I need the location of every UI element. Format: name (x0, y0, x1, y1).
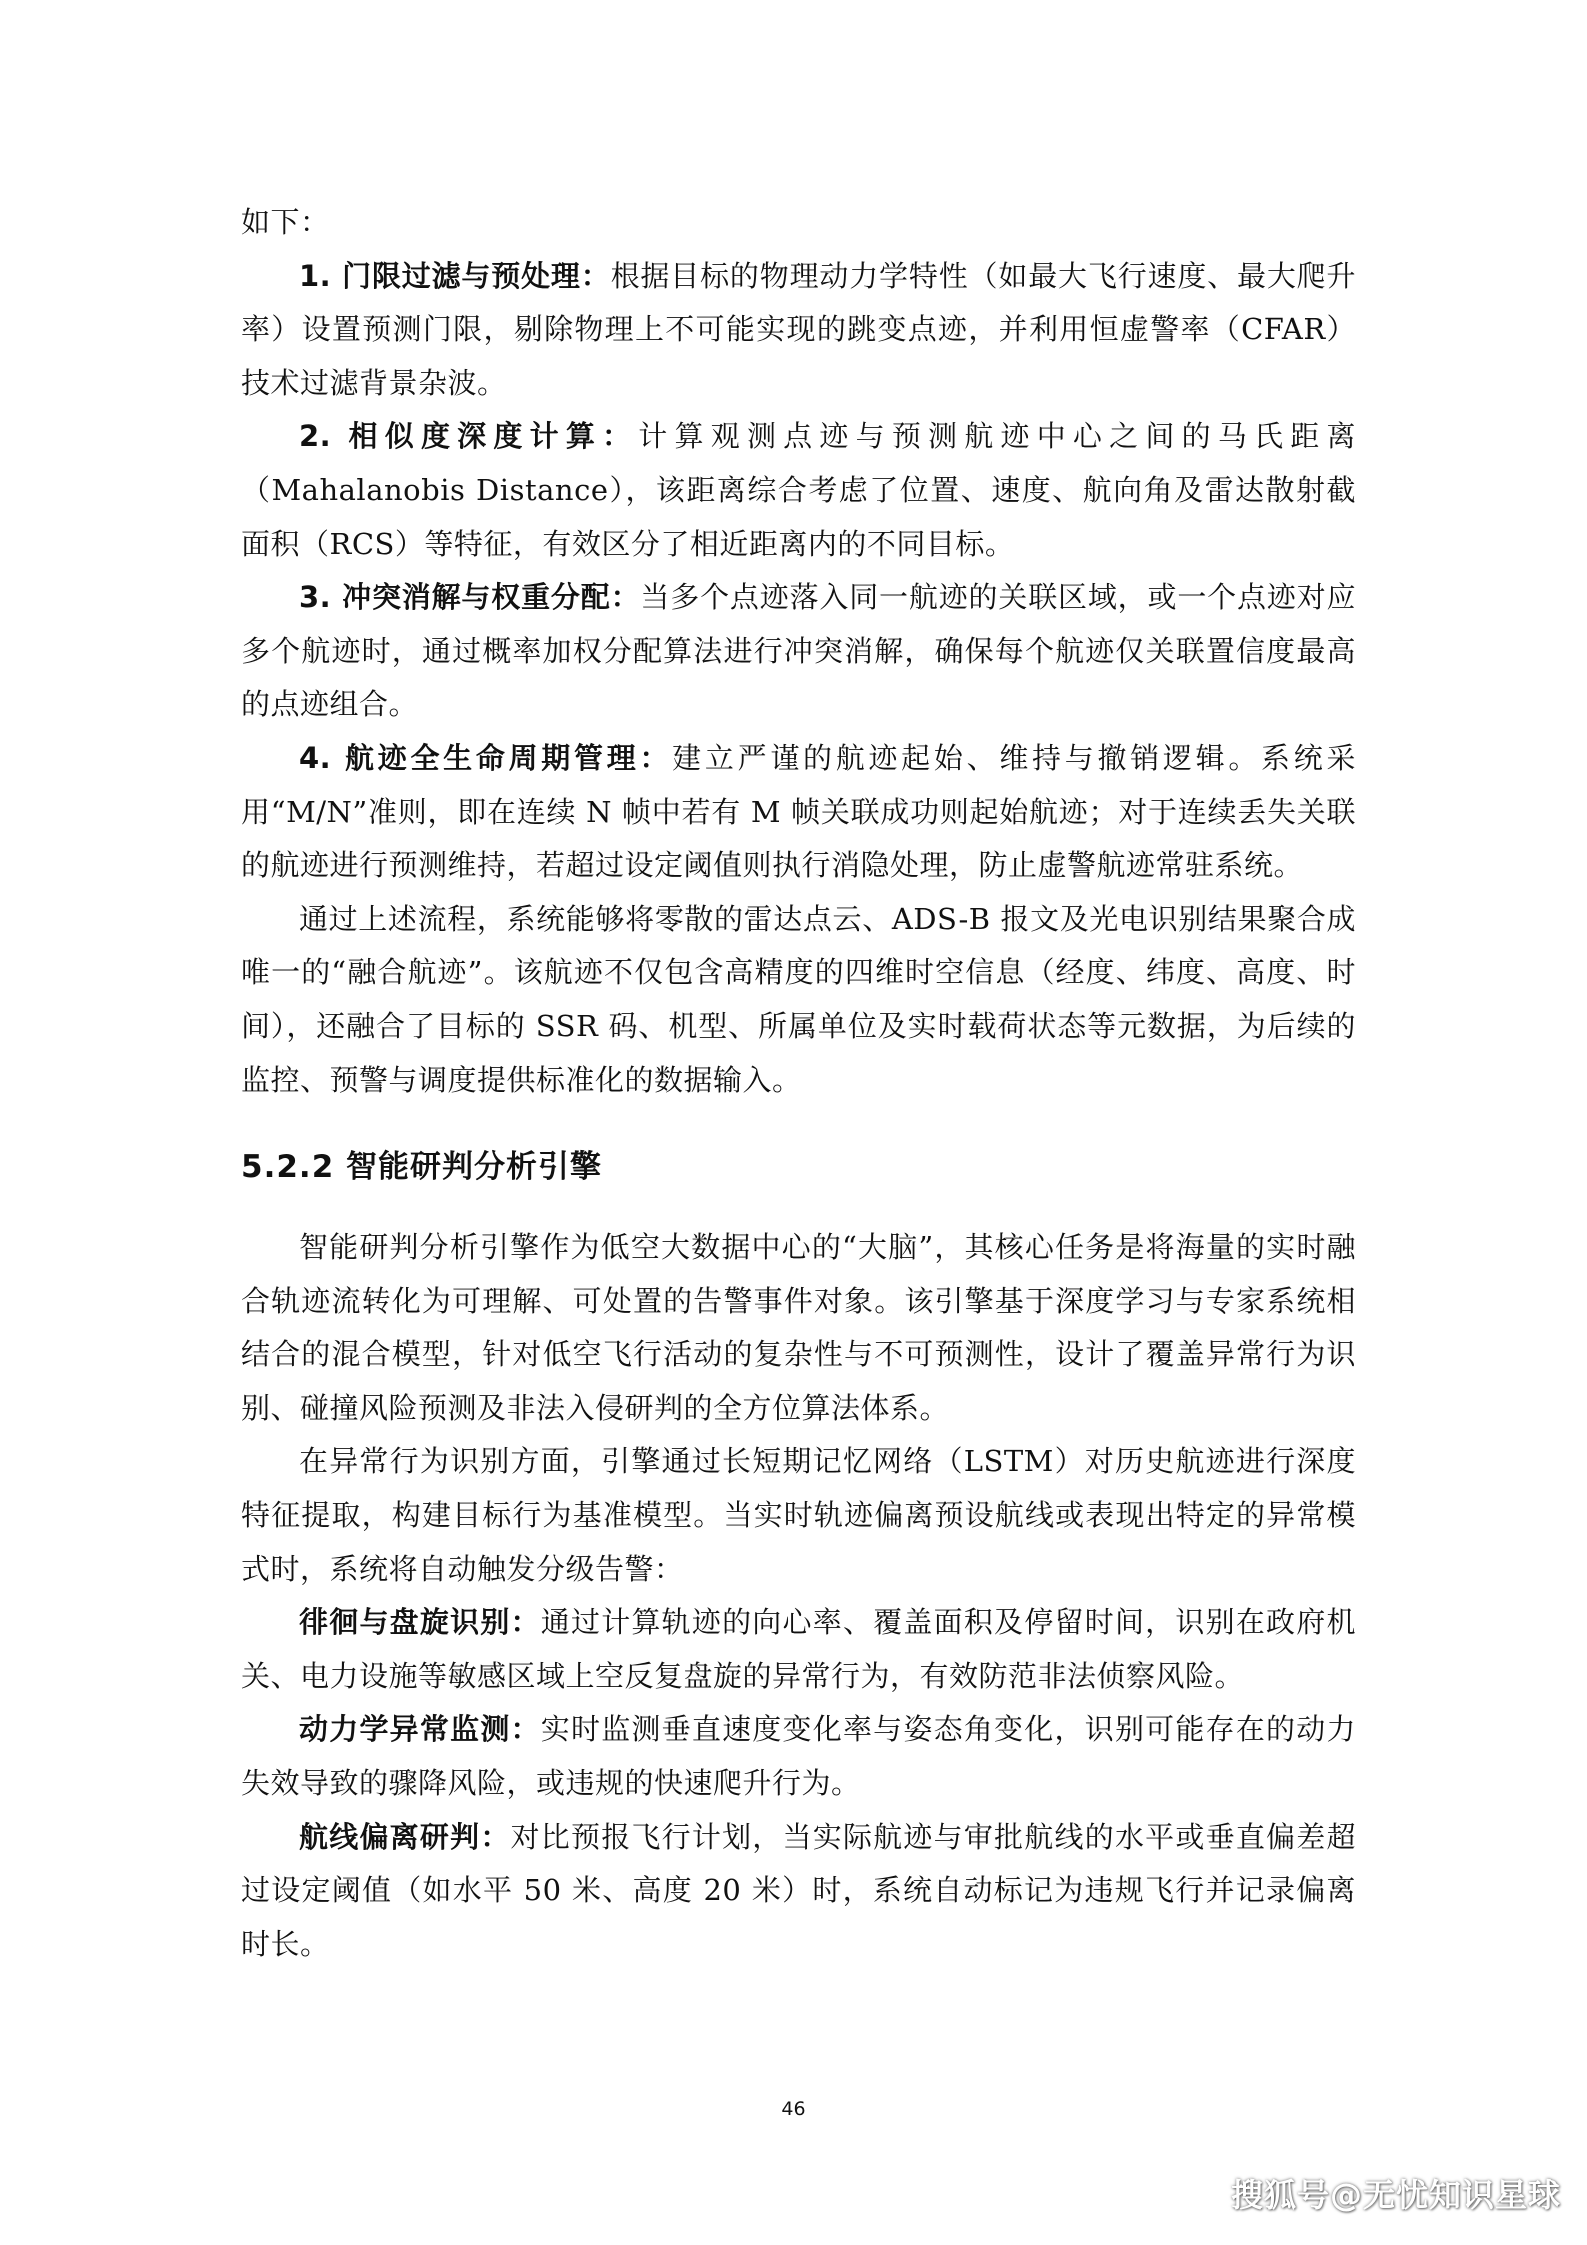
summary-paragraph: 通过上述流程，系统能够将零散的雷达点云、ADS-B 报文及光电识别结果聚合成唯一的“融合航迹”。该航迹不仅包含高精度的四维时空信息（经度、纬度、高度、时间），还融合了目标的 SSR 码、机型、所属单位及实时载荷状态等元数据，为后续的监控、预警与调度提供标准化的数据输入。 (241, 901, 1356, 1097)
anomaly-item-2 (241, 1703, 1356, 1810)
step-text-2: 计算观测点迹与预测航迹中心之间的马氏距离（Mahalanobis Distance），该距离综合考虑了位置、速度、航向角及雷达散射截面积（RCS）等特征，有效区分了相近距离内的不同目标。 (241, 419, 1356, 561)
step-title-4: 4. 航迹全生命周期管理： (299, 740, 673, 775)
anomaly-intro-paragraph: 在异常行为识别方面，引擎通过长短期记忆网络（LSTM）对历史航迹进行深度特征提取，构建目标行为基准模型。当实时轨迹偏离预设航线或表现出特定的异常模式时，系统将自动触发分级告警： (241, 1444, 1356, 1586)
step-item-1 (241, 250, 1356, 411)
page-content (241, 196, 1356, 1971)
anomaly-title-3: 航线偏离研判： (299, 1819, 511, 1854)
anomaly-title-2: 动力学异常监测： (299, 1712, 541, 1747)
step-title-2: 2. 相似度深度计算： (299, 419, 639, 454)
anomaly-text-3: 对比预报飞行计划，当实际航迹与审批航线的水平或垂直偏差超过设定阈值（如水平 50 米、高度 20 米）时，系统自动标记为违规飞行并记录偏离时长。 (241, 1819, 1356, 1961)
watermark-text: 搜狐号@无忧知识星球 (1230, 2176, 1561, 2214)
anomaly-title-1: 徘徊与盘旋识别： (299, 1605, 541, 1640)
section-heading: 5.2.2 智能研判分析引擎 (241, 1149, 603, 1186)
section-intro-paragraph: 智能研判分析引擎作为低空大数据中心的“大脑”，其核心任务是将海量的实时融合轨迹流转化为可理解、可处置的告警事件对象。该引擎基于深度学习与专家系统相结合的混合模型，针对低空飞行活动的复杂性与不可预测性，设计了覆盖异常行为识别、碰撞风险预测及非法入侵研判的全方位算法体系。 (241, 1230, 1356, 1425)
anomaly-item-3 (241, 1811, 1356, 1972)
step-item-3 (241, 571, 1356, 732)
intro-line: 如下： (241, 205, 330, 239)
page-number: 46 (781, 2098, 806, 2120)
step-title-1: 1. 门限过滤与预处理： (299, 258, 611, 293)
step-text-3: 当多个点迹落入同一航迹的关联区域，或一个点迹对应多个航迹时，通过概率加权分配算法进行冲突消解，确保每个航迹仅关联置信度最高的点迹组合。 (241, 580, 1356, 722)
anomaly-item-1 (241, 1596, 1356, 1703)
step-item-4 (241, 732, 1356, 893)
anomaly-text-1: 通过计算轨迹的向心率、覆盖面积及停留时间，识别在政府机关、电力设施等敏感区域上空反复盘旋的异常行为，有效防范非法侦察风险。 (241, 1605, 1356, 1693)
step-text-1: 根据目标的物理动力学特性（如最大飞行速度、最大爬升率）设置预测门限，剔除物理上不可能实现的跳变点迹，并利用恒虚警率（CFAR）技术过滤背景杂波。 (241, 258, 1356, 400)
step-item-2 (241, 410, 1356, 571)
anomaly-text-2: 实时监测垂直速度变化率与姿态角变化，识别可能存在的动力失效导致的骤降风险，或违规的快速爬升行为。 (241, 1712, 1356, 1801)
step-title-3: 3. 冲突消解与权重分配： (299, 580, 641, 615)
step-text-4: 建立严谨的航迹起始、维持与撤销逻辑。系统采用“M/N”准则，即在连续 N 帧中若有 M 帧关联成功则起始航迹；对于连续丢失关联的航迹进行预测维持，若超过设定阈值则执行消隐处理，防止虚警航迹常驻系统。 (241, 740, 1356, 883)
